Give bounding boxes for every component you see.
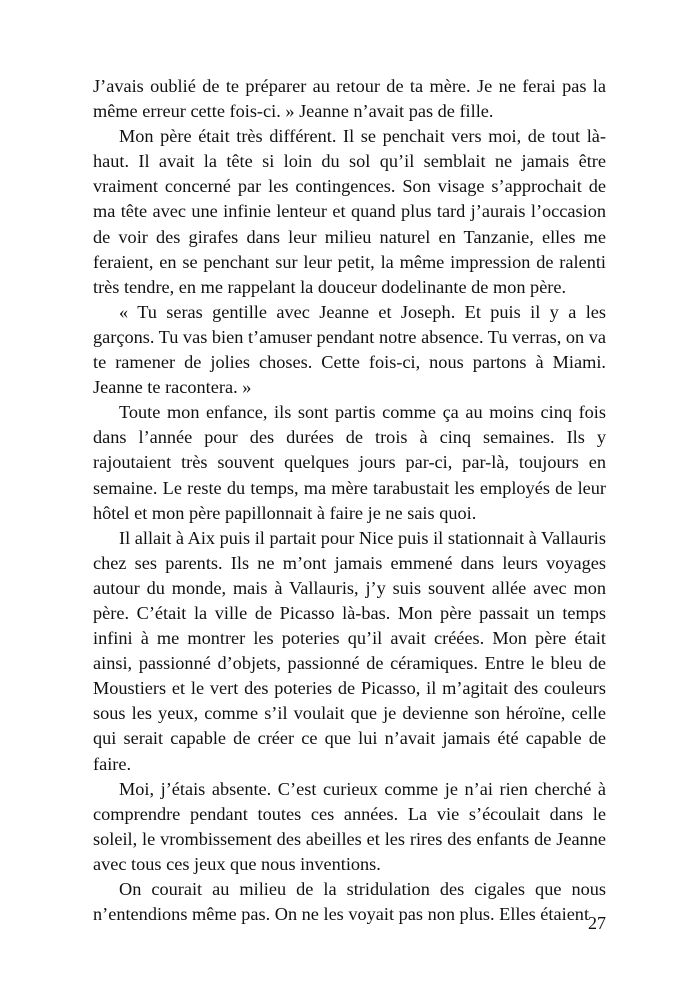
paragraph-4: Toute mon enfance, ils sont partis comme ça au moins cinq fois dans l’année pour des durées de trois à cinq semaines. Ils y rajoutaient très souvent quelques jours par-ci, par-là, toujours en semaine. Le reste du temps, ma mère tarabustait les employés de leur hôtel et mon père papillonnait à faire je ne sais quoi. — [93, 402, 606, 523]
paragraph-2: Mon père était très différent. Il se penchait vers moi, de tout là-haut. Il avait la tête si loin du sol qu’il semblait ne jamais être vraiment concerné par les contingences. Son visage s’approchait de ma tête avec une infinie lenteur et quand plus tard j’aurais l’occasion de voir des girafes dans leur milieu naturel en Tanzanie, elles me feraient, en se penchant sur leur petit, la même impression de ralenti très tendre, en me rappelant la douceur dodelinante de mon père. — [93, 126, 606, 297]
paragraph-7: On courait au milieu de la stridulation des cigales que nous n’entendions même pas. On ne les voyait pas non plus. Elles étaient — [93, 879, 606, 925]
paragraph-1: J’avais oublié de te préparer au retour de ta mère. Je ne ferai pas la même erreur cette fois-ci. » Jeanne n’avait pas de fille. — [93, 76, 606, 122]
paragraph-3: « Tu seras gentille avec Jeanne et Joseph. Et puis il y a les garçons. Tu vas bien t’amuser pendant notre absence. Tu verras, on va te ramener de jolies choses. Cette fois-ci, nous partons à Miami. Jeanne te racontera. » — [93, 301, 606, 398]
body-text — [93, 74, 606, 927]
page-number: 27 — [588, 913, 606, 933]
paragraph-6: Moi, j’étais absente. C’est curieux comme je n’ai rien cherché à comprendre pendant toutes ces années. La vie s’écoulait dans le soleil, le vrombissement des abeilles et les rires des enfants de Jeanne avec tous ces jeux que nous inventions. — [93, 778, 606, 874]
paragraph-5: Il allait à Aix puis il partait pour Nice puis il stationnait à Vallauris chez ses parents. Ils ne m’ont jamais emmené dans leurs voyages autour du monde, mais à Vallauris, j’y suis souvent allée avec mon père. C’était la ville de Picasso là-bas. Mon père passait un temps infini à me montrer les poteries qu’il avait créées. Mon père était ainsi, passionné d’objets, passionné de céramiques. Entre le bleu de Moustiers et le vert des poteries de Picasso, il m’agitait des couleurs sous les yeux, comme s’il voulait que je devienne son héroïne, celle qui serait capable de créer ce que lui n’avait jamais été capable de faire. — [93, 527, 606, 774]
